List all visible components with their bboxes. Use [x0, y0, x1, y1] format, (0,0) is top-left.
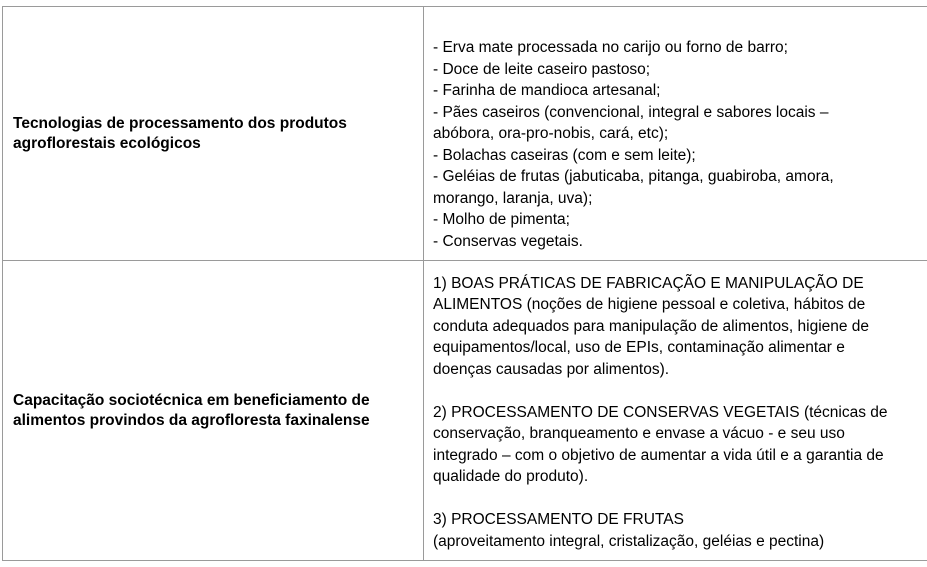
row-label-line: Tecnologias de processamento dos produtos [13, 114, 347, 132]
content-line: - Bolachas caseiras (com e sem leite); [433, 146, 696, 164]
content-line: - Farinha de mandioca artesanal; [433, 82, 661, 99]
content-line: 1) BOAS PRÁTICAS DE FABRICAÇÃO E MANIPULAÇÃO DE [433, 274, 864, 292]
content-line: doenças causadas por alimentos). [433, 360, 670, 378]
content-line: - Geléias de frutas (jabuticaba, pitanga, guabiroba, amora, [433, 168, 834, 185]
content-line: conduta adequados para manipulação de alimentos, higiene de [433, 317, 870, 335]
table-row [3, 261, 927, 561]
content-line: abóbora, ora-pro-nobis, cará, etc); [433, 125, 669, 142]
row-content-cell [424, 261, 927, 561]
content-line: 3) PROCESSAMENTO DE FRUTAS [433, 511, 684, 529]
content-line: 2) PROCESSAMENTO DE CONSERVAS VEGETAIS (técnicas de [433, 403, 888, 421]
row-label-cell [3, 261, 424, 561]
row-content-cell [424, 7, 927, 261]
content-line: ALIMENTOS (noções de higiene pessoal e coletiva, hábitos de [433, 296, 866, 314]
document-table [2, 6, 927, 561]
content-line: integrado – com o objetivo de aumentar a vida útil e a garantia de [433, 446, 884, 464]
content-line: - Doce de leite caseiro pastoso; [433, 60, 651, 78]
content-line: - Conservas vegetais. [433, 232, 583, 250]
content-line: - Pães caseiros (convencional, integral e sabores locais – [433, 103, 829, 121]
content-line: - Erva mate processada no carijo ou forno de barro; [433, 39, 788, 56]
content-line: morango, laranja, uva); [433, 189, 593, 207]
row-label-cell [3, 7, 424, 261]
row-label-line: agroflorestais ecológicos [13, 134, 201, 152]
row-label-line: Capacitação sociotécnica em beneficiamento de [13, 391, 370, 409]
table-row [3, 7, 927, 261]
content-line: conservação, branqueamento e envase a vácuo - e seu uso [433, 425, 845, 443]
paragraph-gap [433, 380, 927, 402]
content-line: (aproveitamento integral, cristalização, geléias e pectina) [433, 532, 825, 550]
content-line: equipamentos/local, uso de EPIs, contaminação alimentar e [433, 339, 845, 357]
content-line: - Molho de pimenta; [433, 211, 570, 228]
row-label-line: alimentos provindos da agrofloresta faxinalense [13, 411, 370, 429]
paragraph-gap [433, 488, 927, 510]
content-line: qualidade do produto). [433, 468, 589, 486]
